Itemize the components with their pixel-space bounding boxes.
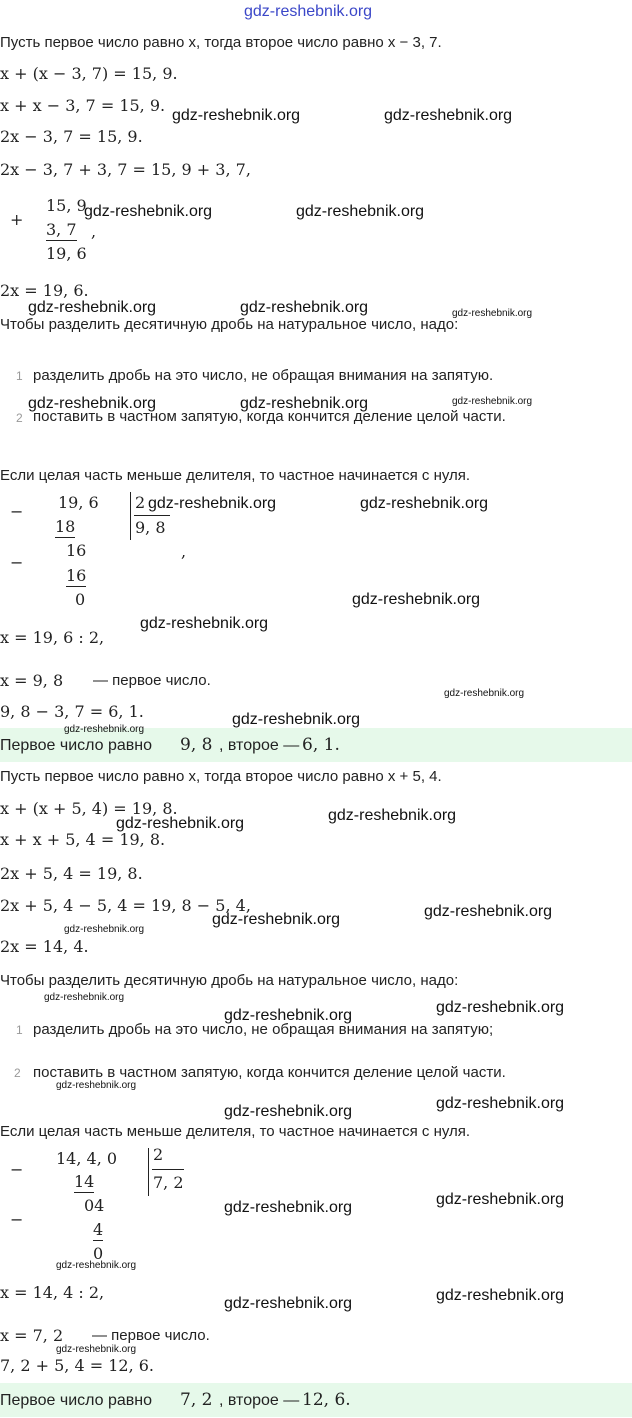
watermark: gdz-reshebnik.org [436, 1095, 565, 1112]
p2-rule-num-1: 1 [16, 1023, 23, 1037]
p2-eq1: x + (x + 5, 4) = 19, 8. [0, 799, 178, 818]
p2-intro: Пусть первое число равно x, тогда второе число равно x + 5, 4. [0, 768, 442, 785]
watermark: gdz-reshebnik.org [224, 1103, 353, 1120]
p1-eq4: 2x − 3, 7 + 3, 7 = 15, 9 + 3, 7, [0, 160, 251, 179]
p1-eq7-text: — первое число. [93, 672, 211, 689]
p1-rule-num-1: 1 [16, 369, 23, 383]
p2-eq2: x + x + 5, 4 = 19, 8. [0, 830, 166, 849]
watermark: gdz-reshebnik.org [384, 107, 513, 124]
p2-div-minus-2: − [10, 1210, 24, 1229]
p2-div-vline [148, 1148, 149, 1196]
watermark: gdz-reshebnik.org [148, 495, 277, 512]
watermark: gdz-reshebnik.org [28, 395, 157, 412]
watermark: gdz-reshebnik.org [296, 203, 425, 220]
p1-intro: Пусть первое число равно x, тогда второе число равно x − 3, 7. [0, 34, 442, 51]
p2-div-minus-1: − [10, 1160, 24, 1179]
watermark: gdz-reshebnik.org [224, 1199, 353, 1216]
watermark: gdz-reshebnik.org [224, 1007, 353, 1024]
p1-add-sign: + [10, 210, 24, 229]
watermark: gdz-reshebnik.org [140, 615, 269, 632]
p1-eq8: 9, 8 − 3, 7 = 6, 1. [0, 702, 144, 721]
p1-rule-item-1: разделить дробь на это число, не обращая внимания на запятую. [33, 367, 494, 384]
p2-rule-title: Чтобы разделить десятичную дробь на натуральное число, надо: [0, 972, 459, 989]
p2-eq5: 2x = 14, 4. [0, 937, 89, 956]
p1-eq2: x + x − 3, 7 = 15, 9. [0, 96, 166, 115]
watermark: gdz-reshebnik.org [232, 711, 361, 728]
p2-div-dividend: 14, 4, 0 [56, 1149, 118, 1168]
p1-add-a: 15, 9 [46, 196, 87, 215]
watermark-small: gdz-reshebnik.org [56, 1344, 137, 1355]
p1-answer-text-2: , второе — [219, 737, 300, 754]
watermark: gdz-reshebnik.org [424, 903, 553, 920]
p1-answer-text-1: Первое число равно [0, 737, 153, 754]
watermark: gdz-reshebnik.org [84, 203, 213, 220]
p2-eq6: x = 14, 4 : 2, [0, 1283, 105, 1302]
p1-eq3: 2x − 3, 7 = 15, 9. [0, 127, 143, 146]
p1-eq5: 2x = 19, 6. [0, 281, 89, 300]
p1-div-hline [134, 515, 170, 516]
watermark-small: gdz-reshebnik.org [444, 688, 525, 699]
p1-div-comma: , [181, 542, 187, 561]
watermark: gdz-reshebnik.org [172, 107, 301, 124]
p2-answer [0, 1383, 632, 1417]
p1-rule-item-2: поставить в частном запятую, когда кончится деление целой части. [33, 408, 506, 425]
p1-add-b: 3, 7 [46, 220, 77, 239]
p2-div-quotient: 7, 2 [153, 1173, 184, 1192]
p2-rule-num-2: 2 [14, 1066, 21, 1080]
p2-div-hline [152, 1169, 184, 1170]
p1-rule-num-2: 2 [16, 411, 23, 425]
p2-rule-item-1: разделить дробь на это число, не обращая внимания на запятую; [33, 1021, 494, 1038]
p2-div-r1: 04 [84, 1196, 105, 1215]
watermark: gdz-reshebnik.org [436, 1287, 565, 1304]
p2-answer-text-2: , второе — [219, 1392, 300, 1409]
p1-div-divisor: 2 [135, 493, 146, 512]
p2-div-r2: 0 [93, 1244, 104, 1263]
p1-div-minus-2: − [10, 553, 24, 572]
watermark: gdz-reshebnik.org [352, 591, 481, 608]
watermark: gdz-reshebnik.org [436, 999, 565, 1016]
watermark-small: gdz-reshebnik.org [452, 308, 533, 319]
watermark-small: gdz-reshebnik.org [56, 1260, 137, 1271]
watermark-small: gdz-reshebnik.org [64, 724, 145, 735]
p1-div-vline [130, 492, 131, 540]
watermark-small: gdz-reshebnik.org [44, 992, 125, 1003]
watermark: gdz-reshebnik.org [240, 395, 369, 412]
p2-rule-item-2: поставить в частном запятую, когда кончится деление целой части. [33, 1064, 506, 1081]
watermark: gdz-reshebnik.org [328, 807, 457, 824]
watermark: gdz-reshebnik.org [224, 1295, 353, 1312]
p2-eq8: 7, 2 + 5, 4 = 12, 6. [0, 1356, 155, 1375]
p1-div-r2: 0 [75, 590, 86, 609]
watermark-small: gdz-reshebnik.org [64, 924, 145, 935]
p2-eq3: 2x + 5, 4 = 19, 8. [0, 864, 143, 883]
p1-div-s1: 18 [55, 517, 76, 536]
watermark-small: gdz-reshebnik.org [452, 396, 533, 407]
p1-rule-title: Чтобы разделить десятичную дробь на натуральное число, надо: [0, 316, 459, 333]
p2-eq7: x = 7, 2 [0, 1326, 64, 1345]
p1-div-quotient: 9, 8 [135, 518, 166, 537]
p2-eq7-text: — первое число. [92, 1327, 210, 1344]
p2-zero-rule: Если целая часть меньше делителя, то частное начинается с нуля. [0, 1123, 471, 1140]
watermark: gdz-reshebnik.org [436, 1191, 565, 1208]
p2-answer-value-2: 12, 6. [302, 1390, 351, 1410]
p1-div-s2: 16 [66, 566, 87, 585]
site-header-link[interactable]: gdz-reshebnik.org [244, 3, 373, 20]
p1-add-comma: , [91, 222, 97, 241]
p1-add-sum: 19, 6 [46, 244, 87, 263]
p1-eq1: x + (x − 3, 7) = 15, 9. [0, 64, 178, 83]
p1-answer-value-1: 9, 8 [180, 735, 213, 755]
p2-answer-value-1: 7, 2 [180, 1390, 213, 1410]
p1-div-r1: 16 [66, 541, 87, 560]
watermark: gdz-reshebnik.org [240, 299, 369, 316]
p2-answer-text-1: Первое число равно [0, 1392, 153, 1409]
p2-div-s2: 4 [93, 1220, 104, 1239]
p2-div-s1: 14 [74, 1172, 95, 1191]
watermark: gdz-reshebnik.org [116, 815, 245, 832]
p2-eq4: 2x + 5, 4 − 5, 4 = 19, 8 − 5, 4, [0, 896, 251, 915]
p1-answer-value-2: 6, 1. [302, 735, 340, 755]
watermark: gdz-reshebnik.org [360, 495, 489, 512]
p2-div-divisor: 2 [153, 1145, 164, 1164]
p1-eq7: x = 9, 8 [0, 671, 64, 690]
p1-div-dividend: 19, 6 [58, 493, 99, 512]
p1-div-minus-1: − [10, 502, 24, 521]
watermark: gdz-reshebnik.org [28, 299, 157, 316]
watermark-small: gdz-reshebnik.org [56, 1080, 137, 1091]
p1-eq6: x = 19, 6 : 2, [0, 628, 105, 647]
watermark: gdz-reshebnik.org [212, 911, 341, 928]
p1-zero-rule: Если целая часть меньше делителя, то частное начинается с нуля. [0, 467, 471, 484]
